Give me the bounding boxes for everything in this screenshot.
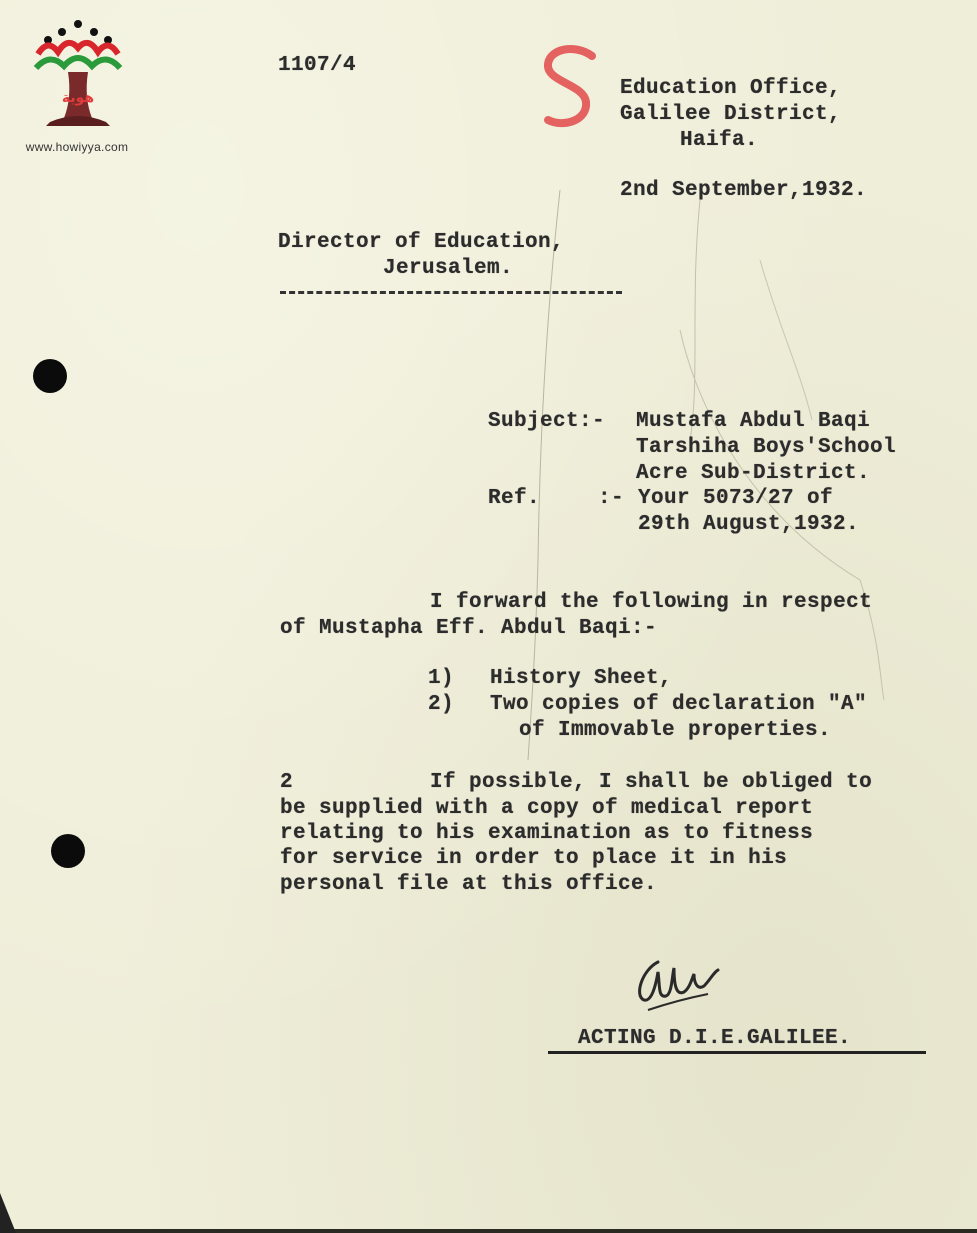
paragraph-2-line-1: If possible, I shall be obliged to: [430, 771, 873, 794]
paragraph-2-number: 2: [280, 771, 294, 794]
subject-line-1: Mustafa Abdul Baqi: [636, 410, 871, 433]
list-item-text: Two copies of declaration "A": [490, 693, 868, 716]
logo-website-text: www.howiyya.com: [25, 140, 129, 154]
ref-label: Ref.: [488, 487, 541, 510]
ref-line-2: 29th August,1932.: [638, 513, 860, 536]
paragraph-1-line-1: I forward the following in respect: [430, 591, 873, 614]
handwritten-signature: [628, 950, 728, 1020]
paragraph-2-line-4: for service in order to place it in his: [280, 847, 788, 870]
recipient-line-1: Director of Education,: [278, 231, 565, 254]
family-tree-logo-icon: [28, 18, 128, 138]
paragraph-2-line-5: personal file at this office.: [280, 873, 658, 896]
list-item-text: History Sheet,: [490, 667, 673, 690]
punch-hole-bottom: [51, 834, 85, 868]
punch-hole-top: [33, 359, 67, 393]
ref-separator: :-: [598, 487, 625, 510]
scan-edge: [0, 1229, 977, 1233]
recipient-line-2: Jerusalem.: [383, 257, 514, 280]
signature-underline: [548, 1051, 926, 1054]
letter-date: 2nd September,1932.: [620, 179, 868, 202]
scan-corner-shadow: [0, 1193, 16, 1233]
list-item-number: 1): [428, 667, 455, 690]
ref-line-1: Your 5073/27 of: [638, 487, 834, 510]
file-number: 1107/4: [278, 54, 357, 77]
signature-title: ACTING D.I.E.GALILEE.: [578, 1027, 852, 1050]
svg-text:هوية: هوية: [61, 90, 95, 106]
paragraph-2-line-2: be supplied with a copy of medical report: [280, 797, 814, 820]
list-item-continuation: of Immovable properties.: [519, 719, 832, 742]
paragraph-1-line-2: of Mustapha Eff. Abdul Baqi:-: [280, 617, 658, 640]
paragraph-2-line-3: relating to his examination as to fitness: [280, 822, 814, 845]
howiyya-logo: [14, 18, 140, 158]
subject-line-2: Tarshiha Boys'School: [636, 436, 897, 459]
red-s-mark-icon: [536, 42, 606, 134]
subject-line-3: Acre Sub-District.: [636, 462, 871, 485]
recipient-underline: [280, 291, 622, 294]
list-item-number: 2): [428, 693, 455, 716]
sender-line-1: Education Office,: [620, 77, 842, 100]
sender-line-3: Haifa.: [680, 129, 759, 152]
subject-label: Subject:-: [488, 410, 606, 433]
sender-line-2: Galilee District,: [620, 103, 842, 126]
